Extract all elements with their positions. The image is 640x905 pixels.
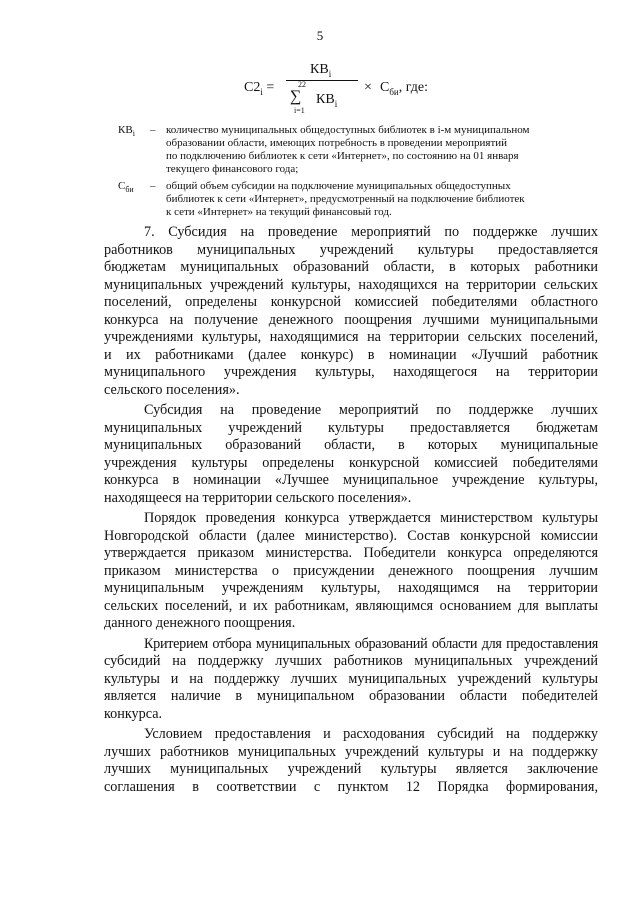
formula-subsidy-term: $С_{би}$, где: bbox=[380, 80, 429, 97]
text-line: Критерием отбора муниципальных образований области для предоставления bbox=[144, 635, 598, 652]
text-line: субсидий на поддержку лучших работников муниципальных учреждений bbox=[104, 653, 598, 669]
sum-upper-limit: 22 bbox=[298, 80, 306, 89]
text-line: муниципальных учреждений культуры, находящихся на территории сельских bbox=[104, 276, 598, 293]
text-line: лучших муниципальных учреждений культуры является заключение bbox=[104, 761, 598, 777]
paragraph-contest-procedure bbox=[104, 510, 598, 633]
text-line: конкурса. bbox=[104, 705, 163, 722]
multiply-sign: × bbox=[364, 80, 372, 95]
paragraph-subsidy-institutions bbox=[104, 402, 598, 507]
sum-symbol: ∑ bbox=[290, 88, 302, 105]
text-line: муниципальных образований области, в которых муниципальные bbox=[104, 437, 598, 453]
text-line: утверждается приказом министерства. Победители конкурса определяются bbox=[104, 545, 598, 561]
text-line: муниципальных учреждений культуры предоставляется бюджетам bbox=[104, 419, 598, 436]
text-line: конкурса в номинации «Лучшее муниципальное учреждение культуры, bbox=[104, 472, 598, 488]
definition-dash: – bbox=[150, 124, 156, 136]
text-line: и их работниками (далее конкурс) в номинации «Лучший работник bbox=[104, 346, 598, 363]
text-line: Новгородской области (далее министерство). Состав конкурсной комиссии bbox=[104, 527, 598, 544]
page-number: 5 bbox=[316, 28, 324, 43]
sum-lower-limit: i=1 bbox=[294, 106, 305, 115]
text-line: конкурса на получение денежного поощрения лучшими муниципальными bbox=[104, 311, 598, 328]
definition-term: $КВ_i$ bbox=[118, 124, 135, 139]
formula-numerator: $КВ_i$ bbox=[310, 62, 332, 79]
text-line: культуры и на поддержку лучших муниципальных учреждений культуры bbox=[104, 670, 598, 687]
paragraph-conditions bbox=[104, 726, 598, 796]
text-line: сельского поселения». bbox=[104, 381, 240, 398]
text-line: находящееся на территории сельского поселения». bbox=[104, 489, 412, 506]
definition-dash: – bbox=[150, 180, 156, 192]
text-line: Порядок проведения конкурса утверждается министерством культуры bbox=[144, 510, 598, 526]
paragraph-selection-criterion bbox=[104, 636, 598, 724]
document-body bbox=[104, 224, 598, 796]
text-line: 7. Субсидия на проведение мероприятий по поддержке лучших bbox=[144, 224, 598, 240]
text-line: лучших работников муниципальных учреждений культуры и на поддержку bbox=[104, 743, 598, 760]
paragraph-7 bbox=[104, 224, 598, 399]
definition-text: общий объем субсидии на подключение муниципальных общедоступных библиотек к сети «Интернет», предусмотренный на подключение библиотек к сети «Интернет» на текущий финансовый год. bbox=[166, 180, 525, 218]
text-line: бюджетам муниципальных образований области, в которых работники bbox=[104, 259, 598, 275]
text-line: муниципального учреждения культуры, находящегося на территории bbox=[104, 364, 598, 380]
text-line: муниципальным учреждениям культуры, находящимся на территории bbox=[104, 580, 598, 596]
formula bbox=[0, 58, 640, 114]
text-line: Условием предоставления и расходования субсидий на поддержку bbox=[144, 726, 598, 742]
text-line: Субсидия на проведение мероприятий по поддержке лучших bbox=[144, 402, 598, 418]
text-line: соглашения в соответствии с пунктом 12 Порядка формирования, bbox=[104, 778, 598, 795]
text-line: учреждениями культуры, находящимися на территории сельских поселений, bbox=[104, 329, 598, 345]
text-line: данного денежного поощрения. bbox=[104, 615, 296, 631]
text-line: работников муниципальных учреждений культуры предоставляется bbox=[104, 241, 598, 258]
formula-denominator: $КВ_i$ bbox=[316, 92, 338, 109]
fraction-bar bbox=[286, 80, 358, 81]
text-line: является наличие в муниципальном образовании области победителей bbox=[104, 688, 598, 704]
text-line: учреждения культуры определены конкурсной комиссией победителями bbox=[104, 454, 598, 471]
text-line: поселений, определены конкурсной комиссией победителями областного bbox=[104, 294, 598, 310]
definition-term: $С_{би}$ bbox=[118, 180, 134, 195]
text-line: сельских поселений, и их работникам, являющимся основанием для выплаты bbox=[104, 597, 598, 614]
definition-text: количество муниципальных общедоступных библиотек в i-м муниципальном образовании области, имеющих потребность в проведении мероприятий по подключению библиотек к сети «Интернет», по состоянию на 01 января текущего финансового года; bbox=[166, 124, 530, 175]
formula-lhs: $C2_i$ = bbox=[244, 80, 275, 97]
text-line: приказом министерства о присуждении денежного поощрения лучшим bbox=[104, 562, 598, 579]
